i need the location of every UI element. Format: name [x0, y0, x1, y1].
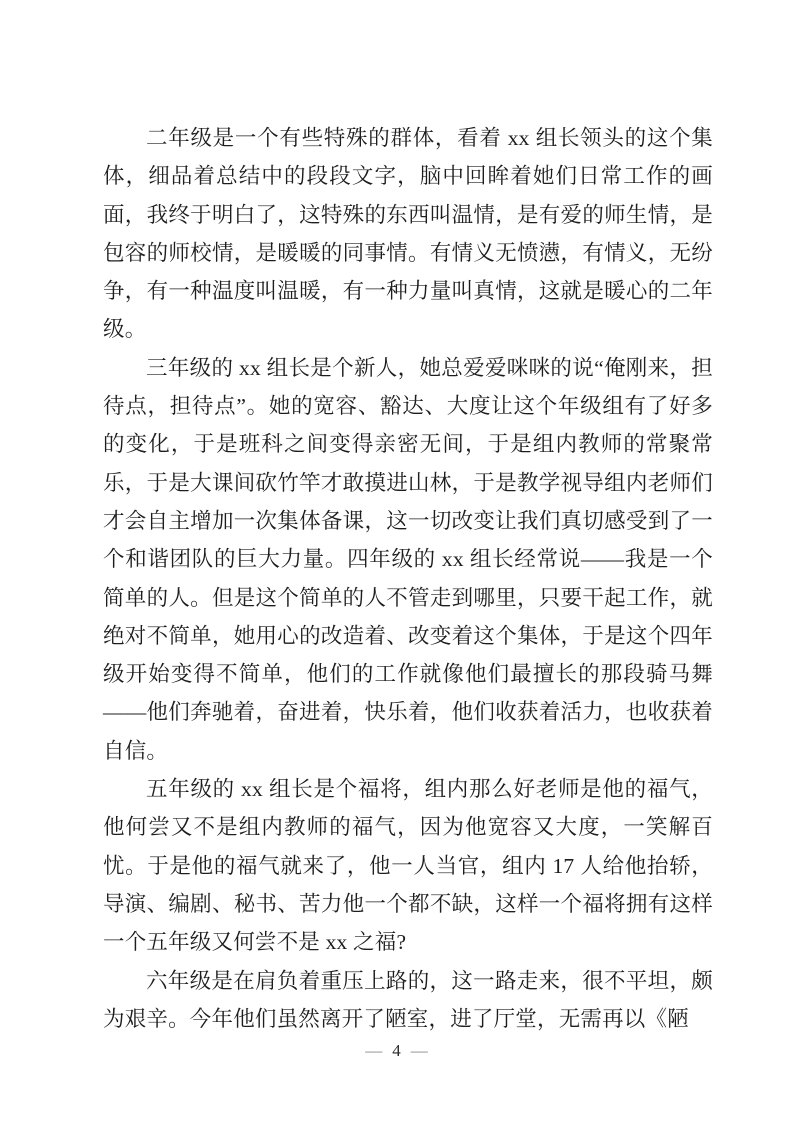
paragraph-grade-six: 六年级是在肩负着重压上路的，这一路走来，很不平坦，颇为艰辛。今年他们虽然离开了陋室，进了厅堂，无需再以《陋 [103, 968, 713, 1031]
paragraph-grade-three-four: 三年级的 xx 组长是个新人，她总爱爱咪咪的说“俺刚来，担待点，担待点”。她的宽容、豁达、大度让这个年级组有了好多的变化，于是班科之间变得亲密无间，于是组内教师的常聚常乐，于是大课间砍竹竿才敢摸进山林，于是教学视导组内老师们才会自主增加一次集体备课，这一切改变让我们真切感受到了一个和谐团队的巨大力量。四年级的 xx 组长经常说——我是一个简单的人。但是这个简单的人不管走到哪里，只要干起工作，就绝对不简单，她用心的改造着、改变着这个集体，于是这个四年级开始变得不简单，他们的工作就像他们最擅长的那段骑马舞——他们奔驰着，奋进着，快乐着，他们收获着活力，也收获着自信。 [103, 355, 713, 763]
paragraph-grade-five: 五年级的 xx 组长是个福将，组内那么好老师是他的福气，他何尝又不是组内教师的福气，因为他宽容又大度，一笑解百忧。于是他的福气就来了，他一人当官，组内 17 人给他抬轿，导演、编剧、秘书、苦力他一个都不缺，这样一个福将拥有这样一个五年级又何尝不是 xx 之福? [103, 777, 713, 955]
footer-right-dash: — [410, 1041, 428, 1060]
page-number: 4 [392, 1041, 401, 1060]
page-footer [0, 1041, 793, 1061]
paragraph-grade-two: 二年级是一个有些特殊的群体，看着 xx 组长领头的这个集体，细品着总结中的段段文字，脑中回眸着她们日常工作的画面，我终于明白了，这特殊的东西叫温情，是有爱的师生情，是包容的师校情，是暖暖的同事情。有情义无愤懑，有情义，无纷争，有一种温度叫温暖，有一种力量叫真情，这就是暖心的二年级。 [103, 126, 713, 342]
document-body [103, 119, 713, 1038]
footer-left-dash: — [365, 1041, 383, 1060]
